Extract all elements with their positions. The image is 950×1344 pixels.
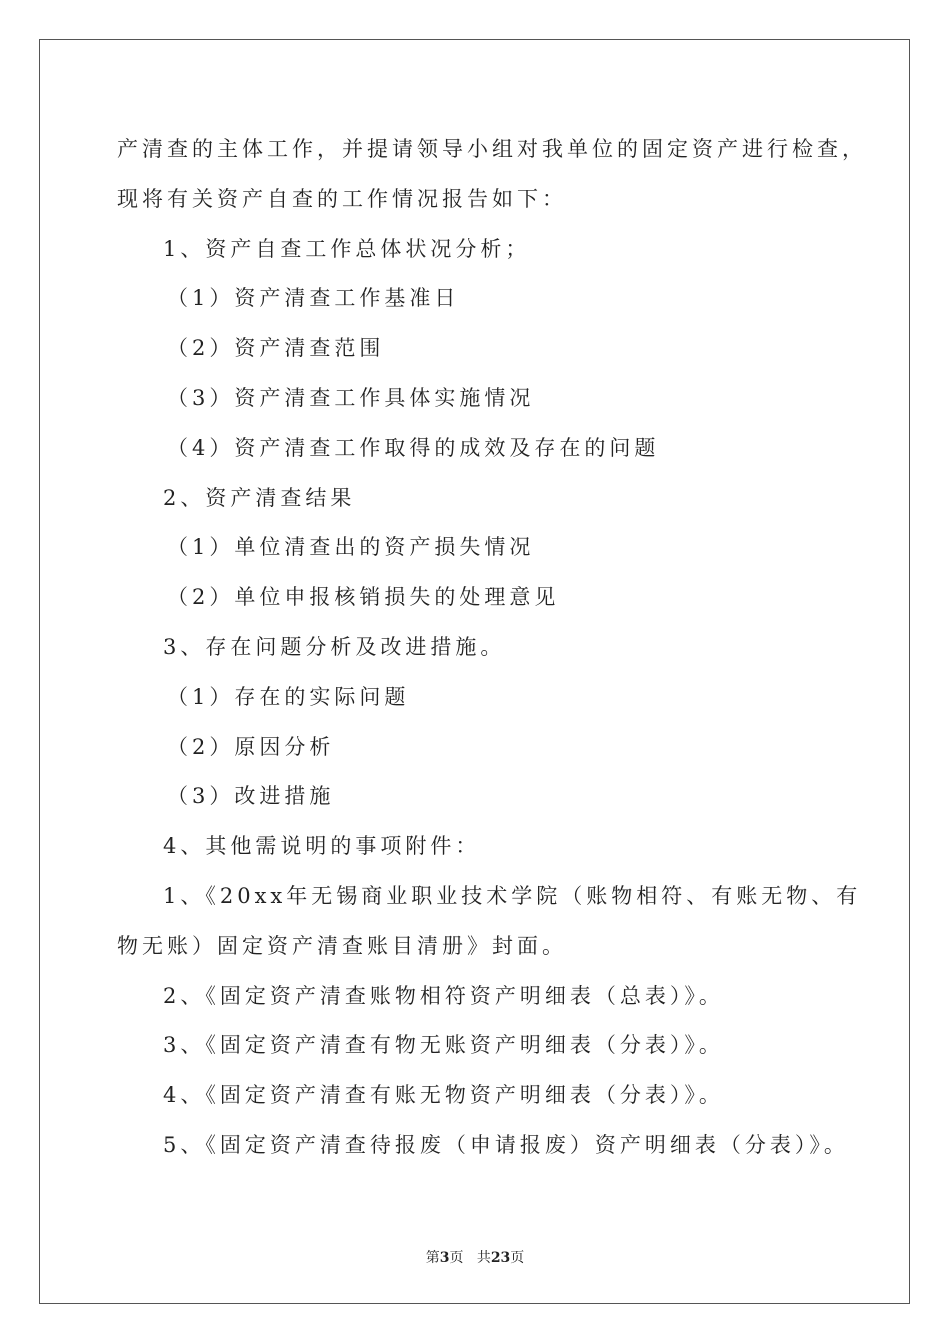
footer-page-suffix: 页 xyxy=(449,1250,464,1266)
footer-total-suffix: 页 xyxy=(510,1250,525,1266)
footer-page-number: 3 xyxy=(439,1250,450,1266)
footer-page-prefix: 第 xyxy=(425,1250,440,1266)
paragraph-line: 3、《固定资产清查有物无账资产明细表（分表）》。 xyxy=(163,1033,724,1058)
paragraph-line: 产清查的主体工作，并提请领导小组对我单位的固定资产进行检查， xyxy=(117,137,867,161)
paragraph-line: （4）资产清查工作取得的成效及存在的问题 xyxy=(167,435,660,460)
paragraph-line: 2、《固定资产清查账物相符资产明细表（总表）》。 xyxy=(163,983,724,1008)
paragraph-line: （2）资产清查范围 xyxy=(167,336,385,361)
document-body xyxy=(117,125,867,1171)
paragraph-line: （1）存在的实际问题 xyxy=(167,684,410,709)
paragraph-line: （3）改进措施 xyxy=(167,784,335,809)
page-footer xyxy=(0,1247,950,1267)
footer-total-pages: 23 xyxy=(490,1250,511,1266)
paragraph-line: 物无账）固定资产清查账目清册》封面。 xyxy=(117,933,567,958)
paragraph-line: 4、其他需说明的事项附件： xyxy=(163,834,481,859)
paragraph-line: （2）单位申报核销损失的处理意见 xyxy=(167,585,560,610)
paragraph-line: （2）原因分析 xyxy=(167,734,335,759)
paragraph-line: （1）资产清查工作基准日 xyxy=(167,286,460,311)
paragraph-line: 2、资产清查结果 xyxy=(163,485,356,510)
paragraph-line: （3）资产清查工作具体实施情况 xyxy=(167,385,535,410)
paragraph-line: 3、存在问题分析及改进措施。 xyxy=(163,634,506,659)
paragraph-line: 现将有关资产自查的工作情况报告如下： xyxy=(117,186,567,211)
paragraph-line: （1）单位清查出的资产损失情况 xyxy=(167,535,535,560)
paragraph-line: 5、《固定资产清查待报废（申请报废）资产明细表（分表）》。 xyxy=(163,1132,849,1157)
paragraph-line: 4、《固定资产清查有账无物资产明细表（分表）》。 xyxy=(163,1083,724,1108)
paragraph-line: 1、《20xx年无锡商业职业技术学院（账物相符、有账无物、有 xyxy=(163,883,862,908)
footer-total-prefix: 共 xyxy=(476,1250,491,1266)
paragraph-line: 1、资产自查工作总体状况分析； xyxy=(163,236,531,261)
